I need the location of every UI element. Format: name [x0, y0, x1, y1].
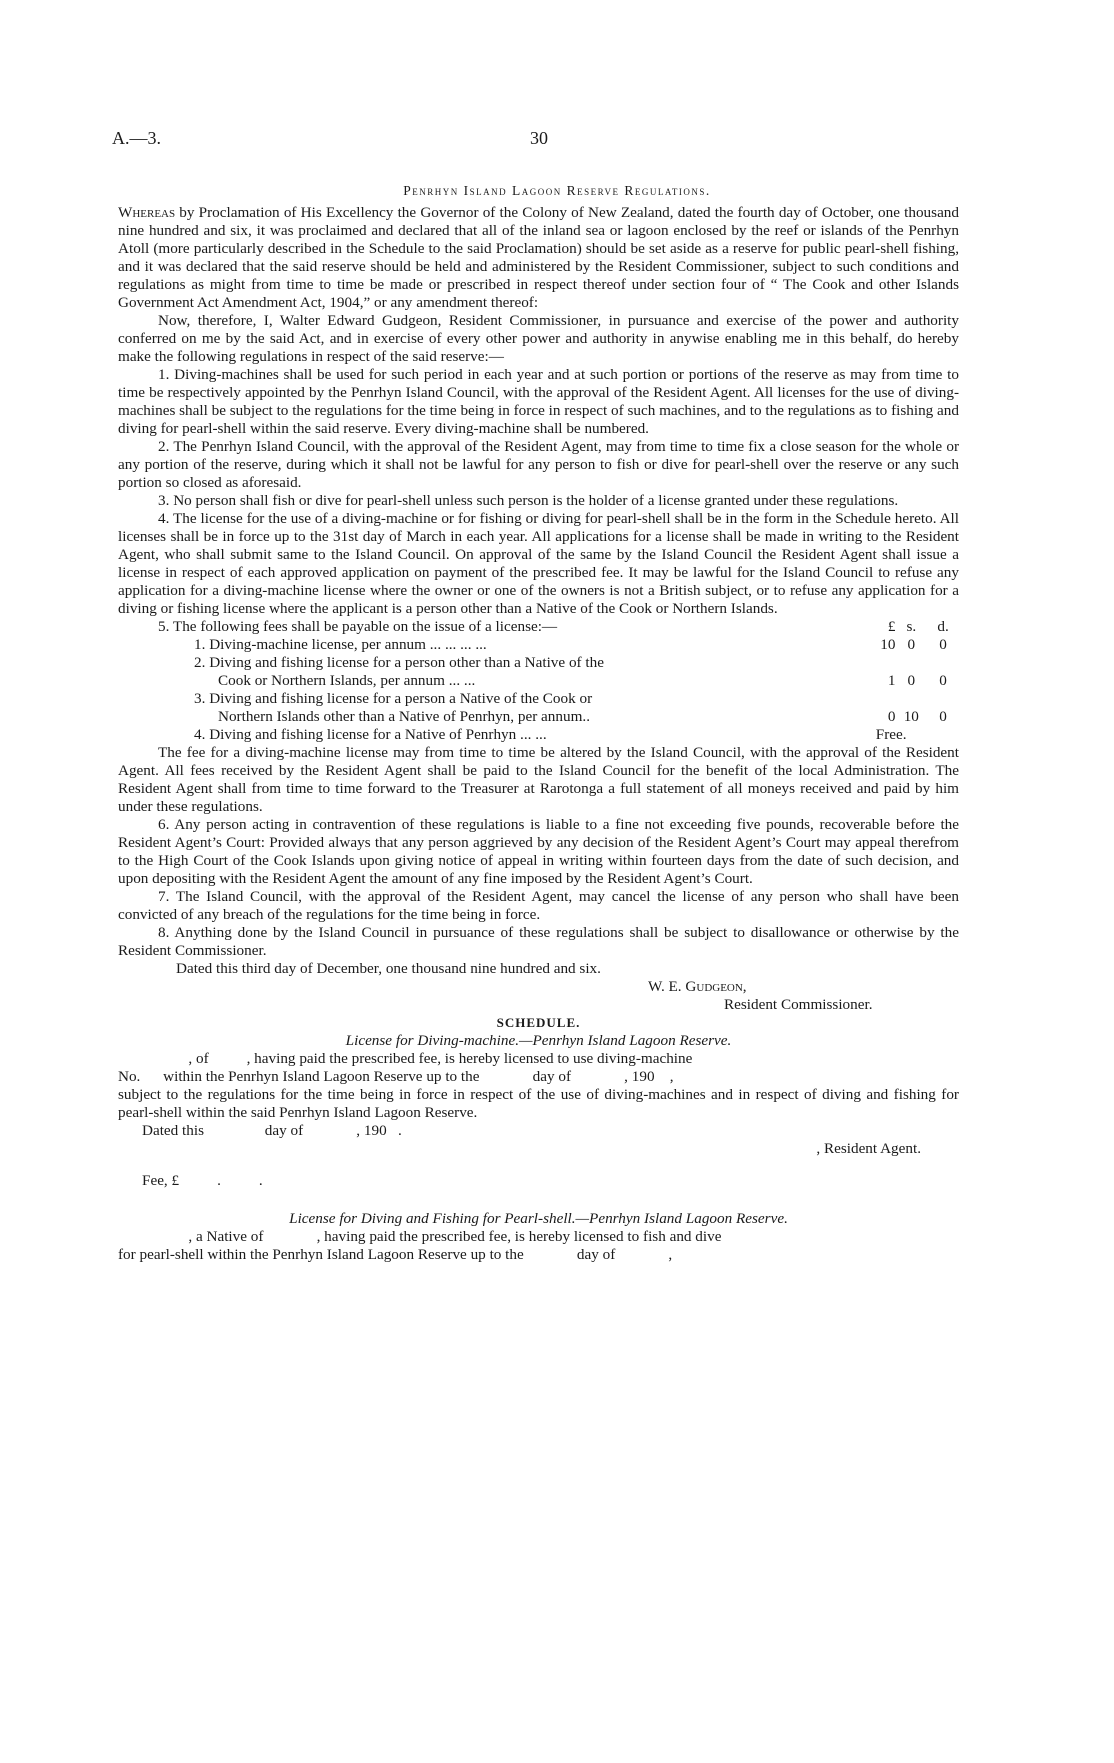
regulation-5-after: The fee for a diving-machine license may from time to time be altered by the Island Council, with the approval of the Resident Agent. All fees received by the Resident Agent shall be paid to the Island Council for the benefit of the local Administration. The Resident Agent shall from time to time forward to the Treasurer at Rarotonga a full statement of all moneys received and paid by him under these regulations.: [118, 744, 959, 815]
signature-title: Resident Commissioner.: [724, 996, 873, 1013]
license-2-title: License for Diving and Fishing for Pearl-shell.—Penrhyn Island Lagoon Reserve.: [289, 1210, 788, 1227]
regulation-1: 1. Diving-machines shall be used for such period in each year and at such portion or portions of the reserve as may from time to time be respectively appointed by the Penrhyn Island Council, with the approval of the Resident Agent. All licenses for the use of diving-machines shall be subject to the regulations for the time being in force in respect of such machines, and to the regulations as to fishing and diving for pearl-shell within the said reserve. Every diving-machine shall be numbered.: [118, 366, 959, 437]
license-1-line-2: No. within the Penrhyn Island Lagoon Reserve up to the day of , 190 ,: [118, 1068, 674, 1085]
fee-item: 1. Diving-machine license, per annum ... ... ... ...: [194, 636, 487, 653]
license-1-line-3: subject to the regulations for the time being in force in respect of the use of diving-machines and in respect of diving and fishing for pearl-shell within the said Penrhyn Island Lagoon Reserve.: [118, 1086, 959, 1121]
page-title: Penrhyn Island Lagoon Reserve Regulations.: [403, 183, 711, 198]
fee-header-row: [118, 618, 959, 636]
preamble-paragraph: [118, 204, 959, 312]
fee-row: [118, 690, 959, 708]
license-1-title: License for Diving-machine.—Penrhyn Island Lagoon Reserve.: [345, 1032, 732, 1049]
regulation-3: 3. No person shall fish or dive for pearl-shell unless such person is the holder of a license granted under these regulations.: [158, 492, 899, 509]
fee-item: 3. Diving and fishing license for a person a Native of the Cook or: [194, 690, 593, 707]
fee-row: [118, 636, 959, 654]
fee-pounds: Free.: [875, 726, 907, 743]
preamble-text: by Proclamation of His Excellency the Governor of the Colony of New Zealand, dated the fourth day of October, one thousand nine hundred and six, it was proclaimed and declared that all of the inland sea or lagoon enclosed by the reef or islands of the Penrhyn Atoll (more particularly described in the Schedule to the said Proclamation) should be set aside as a reserve for public pearl-shell fishing, and it was declared that the said reserve should be held and administered by the Resident Commissioner, subject to such conditions and regulations as might from time to time be made or prescribed in respect thereof under section four of “ The Cook and other Islands Government Act Amendment Act, 1904,” or any amendment thereof:: [118, 204, 959, 311]
fee-item: 4. Diving and fishing license for a Native of Penrhyn ... ...: [194, 726, 547, 743]
fee-shillings: 0: [907, 636, 916, 653]
regulation-7: 7. The Island Council, with the approval of the Resident Agent, may cancel the license of any person who shall have been convicted of any breach of the regulations for the time being in force.: [118, 888, 959, 923]
fee-shillings: 10: [903, 708, 919, 725]
shillings-header: s.: [906, 618, 917, 635]
pounds-header: £: [887, 618, 896, 635]
regulation-2: 2. The Penrhyn Island Council, with the approval of the Resident Agent, may from time to time fix a close season for the whole or any portion of the reserve, during which it shall not be lawful for any person to fish or dive for pearl-shell over the reserve or any such portion so closed as aforesaid.: [118, 438, 959, 491]
fee-table: [118, 618, 959, 744]
fee-pounds: 1: [887, 672, 896, 689]
license-1-line-1: , of , having paid the prescribed fee, is hereby licensed to use diving-machine: [158, 1050, 693, 1067]
license-2-line-2: for pearl-shell within the Penrhyn Island Lagoon Reserve up to the day of ,: [118, 1246, 673, 1263]
document-reference: A.—3.: [112, 128, 161, 148]
fee-pence: 0: [939, 708, 947, 725]
preamble-lead: Whereas: [118, 204, 176, 221]
regulation-5-intro: 5. The following fees shall be payable on the issue of a license:—: [158, 618, 558, 635]
fee-item-continued: Cook or Northern Islands, per annum ... ...: [218, 672, 476, 689]
regulation-4: 4. The license for the use of a diving-machine or for fishing or diving for pearl-shell shall be in the form in the Schedule hereto. All licenses shall be in force up to the 31st day of March in each year. All applications for a license shall be made in writing to the Resident Agent, who shall submit same to the Island Council. On approval of the same by the Island Council the Resident Agent shall issue a license in respect of each approved application on payment of the prescribed fee. It may be lawful for the Island Council to refuse any application for a diving-machine license where the owner or one of the owners is not a British subject, or to refuse any application for a diving or fishing license where the applicant is a person other than a Native of the Cook or Northern Islands.: [118, 510, 959, 617]
page-number: 30: [530, 128, 548, 148]
fee-pence: 0: [939, 636, 947, 653]
enacting-paragraph: Now, therefore, I, Walter Edward Gudgeon, Resident Commissioner, in pursuance and exercise of the power and authority conferred on me by the said Act, and in exercise of every other power and authority in anywise enabling me in this behalf, do hereby make the following regulations in respect of the said reserve:—: [118, 312, 959, 365]
spacer: [118, 1190, 959, 1210]
license-1-agent: , Resident Agent.: [816, 1140, 921, 1157]
document-body: [118, 204, 959, 1264]
license-1-dated: Dated this day of , 190 .: [142, 1122, 402, 1139]
fee-row-continued: [118, 672, 959, 690]
fee-shillings: 0: [907, 672, 916, 689]
dated-line: Dated this third day of December, one thousand nine hundred and six.: [176, 960, 601, 977]
license-1-fee: Fee, £ . .: [142, 1172, 263, 1189]
pence-header: d.: [937, 618, 949, 635]
regulation-6: 6. Any person acting in contravention of these regulations is liable to a fine not exceeding five pounds, recoverable before the Resident Agent’s Court: Provided always that any person aggrieved by any decision of the Resident Agent’s Court may appeal therefrom to the High Court of the Cook Islands upon giving notice of appeal in writing within fourteen days from the date of such decision, and upon depositing with the Resident Agent the amount of any fine imposed by the Resident Agent’s Court.: [118, 816, 959, 887]
fee-pounds: 10: [880, 636, 896, 653]
schedule-heading: SCHEDULE.: [496, 1015, 581, 1030]
fee-row-continued: [118, 708, 959, 726]
license-2-line-1: , a Native of , having paid the prescribed fee, is hereby licensed to fish and dive: [158, 1228, 722, 1245]
fee-row: [118, 654, 959, 672]
fee-item: 2. Diving and fishing license for a person other than a Native of the: [194, 654, 604, 671]
fee-item-continued: Northern Islands other than a Native of Penrhyn, per annum..: [218, 708, 590, 725]
signature-name: W. E. Gudgeon,: [648, 978, 747, 995]
fee-pounds: 0: [887, 708, 896, 725]
fee-pence: 0: [939, 672, 947, 689]
fee-row: [118, 726, 959, 744]
regulation-8: 8. Anything done by the Island Council in pursuance of these regulations shall be subject to disallowance or otherwise by the Resident Commissioner.: [118, 924, 959, 959]
